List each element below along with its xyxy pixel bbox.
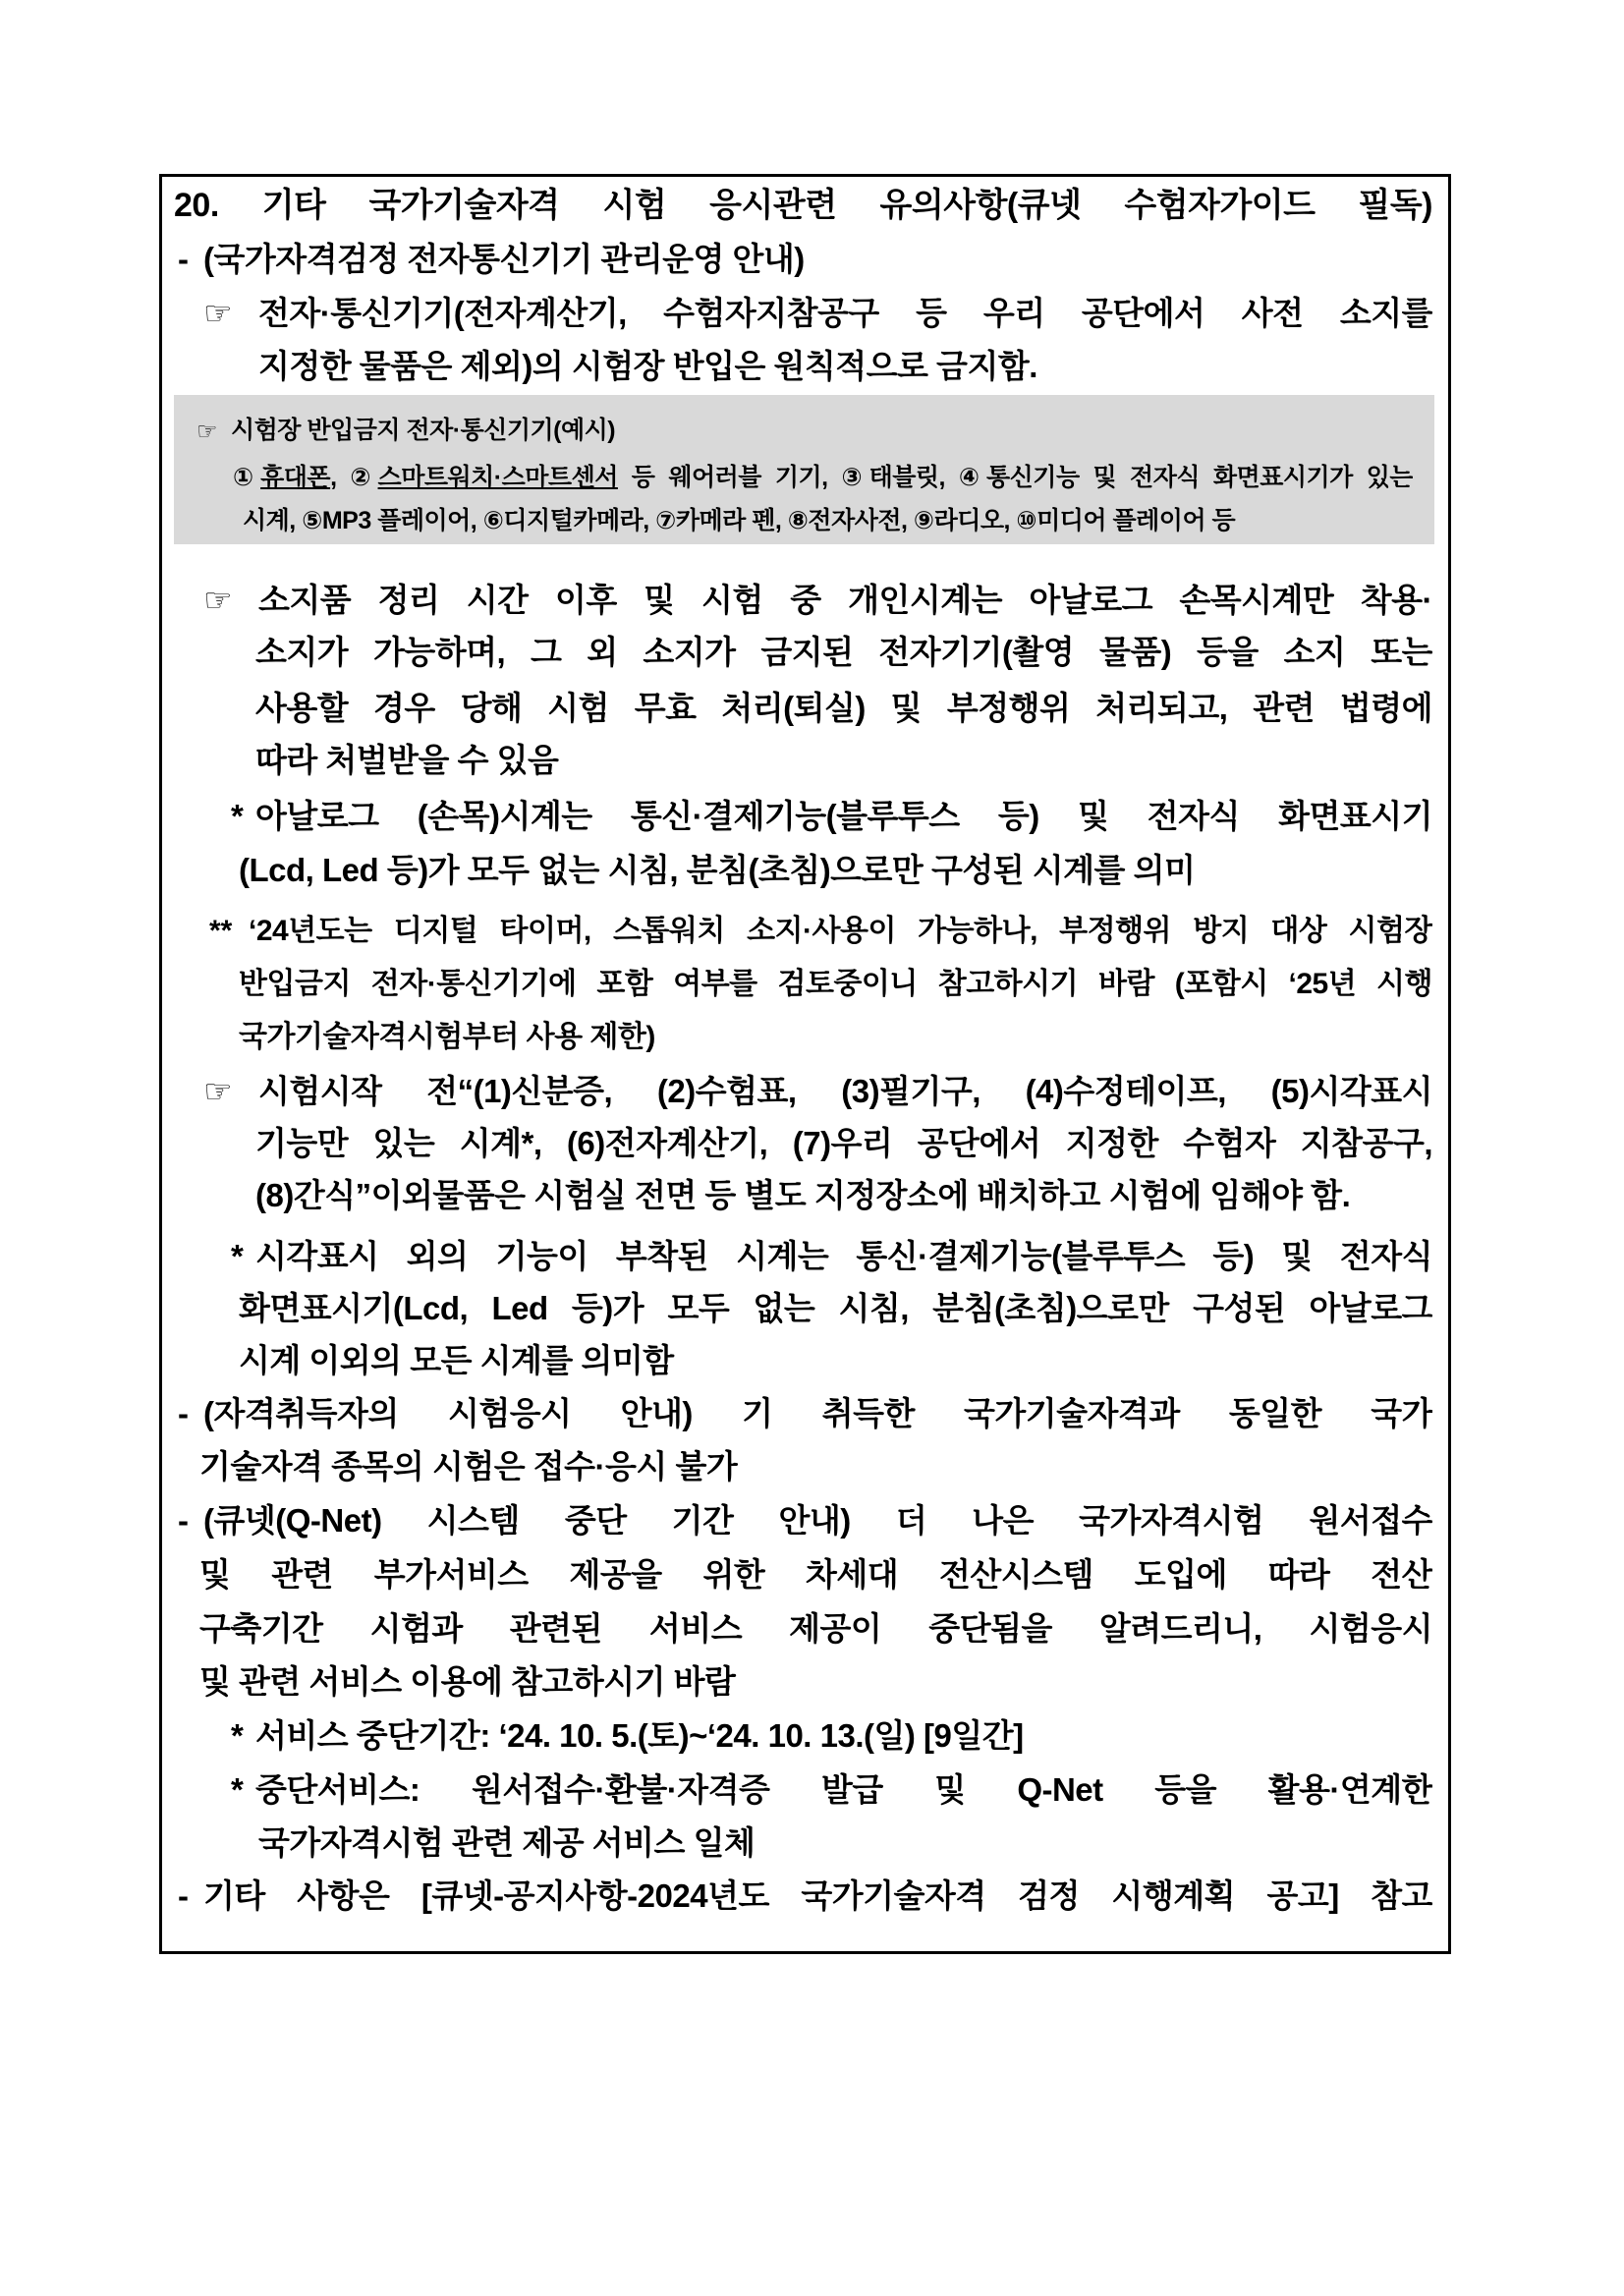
doc-line	[162, 1287, 1432, 1342]
example-item-line	[174, 460, 1413, 505]
doc-line	[162, 1392, 1432, 1447]
doc-line	[162, 1768, 1432, 1823]
doc-line	[162, 1235, 1432, 1290]
pointing-hand-icon: ☞	[203, 582, 233, 618]
underlined-item: 휴대폰	[260, 464, 331, 491]
doc-line	[162, 1607, 1432, 1662]
item-separator: , ②	[330, 464, 378, 491]
doc-line-text: 시각표시 외의 기능이 부착된 시계는 통신·결제기능(블루투스 등) 및 전자식	[255, 1238, 1432, 1274]
doc-line	[162, 1714, 1432, 1769]
example-items-1	[233, 460, 1413, 495]
doc-line-text: 소지품 정리 시간 이후 및 시험 중 개인시계는 아날로그 손목시계만 착용·	[258, 582, 1432, 618]
notice-box	[159, 174, 1451, 1954]
doc-line-text: 서비스 중단기간: ‘24. 10. 5.(토)~‘24. 10. 13.(일) [9일간]	[255, 1717, 1024, 1754]
prohibited-devices-example-box	[174, 395, 1434, 544]
item-number: ①	[233, 464, 261, 491]
pointing-hand-icon: ☞	[196, 419, 218, 445]
doc-line-text: 반입금지 전자·통신기기에 포함 여부를 검토중이니 참고하시기 바람 (포함시 ‘25년 시행	[239, 968, 1432, 1000]
doc-line-text: (국가자격검정 전자통신기기 관리운영 안내)	[203, 241, 805, 277]
doc-line	[162, 795, 1432, 850]
doc-line-text: 소지가 가능하며, 그 외 소지가 금지된 전자기기(촬영 물품) 등을 소지 또는	[255, 634, 1432, 670]
asterisk-marker: *	[231, 1717, 244, 1754]
dash-marker: -	[178, 1502, 189, 1539]
doc-line	[162, 1070, 1432, 1125]
doc-line	[162, 1499, 1432, 1554]
doc-line	[162, 849, 1432, 904]
doc-line-text: 기타 사항은 [큐넷-공지사항-2024년도 국가기술자격 검정 시행계획 공고] 참고	[203, 1877, 1432, 1914]
dash-marker: -	[178, 241, 189, 277]
doc-line-text: 국가기술자격시험부터 사용 제한)	[239, 1021, 655, 1053]
doc-line-text: 구축기간 시험과 관련된 서비스 제공이 중단됨을 알려드리니, 시험응시	[199, 1610, 1432, 1647]
asterisk-marker: *	[231, 1771, 244, 1808]
doc-line-text: 시험시작 전“(1)신분증, (2)수험표, (3)필기구, (4)수정테이프, (5)시각표시	[258, 1073, 1432, 1109]
example-header: 시험장 반입금지 전자·통신기기(예시)	[231, 417, 616, 444]
doc-line	[162, 238, 1432, 293]
doc-line	[162, 1339, 1432, 1394]
doc-line	[162, 1445, 1432, 1500]
doc-line-text: (8)간식”이외물품은 시험실 전면 등 별도 지정장소에 배치하고 시험에 임해야 함.	[255, 1177, 1351, 1213]
doc-line-text: 사용할 경우 당해 시험 무효 처리(퇴실) 및 부정행위 처리되고, 관련 법령에	[255, 690, 1432, 726]
dash-marker: -	[178, 1877, 189, 1914]
pointing-hand-icon: ☞	[203, 1073, 233, 1109]
doc-line	[162, 1875, 1432, 1930]
asterisk-marker: *	[231, 1238, 244, 1274]
doc-line	[162, 1174, 1432, 1229]
doc-line	[162, 1821, 1432, 1876]
doc-line	[162, 292, 1432, 347]
doc-line-text: (큐넷(Q-Net) 시스템 중단 기간 안내) 더 나은 국가자격시험 원서접수	[203, 1502, 1432, 1539]
example-header-line	[174, 413, 1413, 458]
doc-line	[162, 579, 1432, 634]
doc-line	[162, 1660, 1432, 1715]
doc-line	[162, 184, 1432, 239]
asterisk-marker: *	[231, 798, 244, 834]
section-title: 20. 기타 국가기술자격 시험 응시관련 유의사항(큐넷 수험자가이드 필독)	[174, 187, 1432, 224]
doc-line-text: 및 관련 서비스 이용에 참고하시기 바람	[199, 1663, 736, 1700]
underlined-item: 스마트워치·스마트센서	[377, 464, 618, 491]
doc-line	[162, 910, 1432, 965]
doc-line-text: 아날로그 (손목)시계는 통신·결제기능(블루투스 등) 및 전자식 화면표시기	[255, 798, 1432, 834]
doc-line-text: (자격취득자의 시험응시 안내) 기 취득한 국가기술자격과 동일한 국가	[203, 1395, 1432, 1431]
doc-line-text: 기술자격 종목의 시험은 접수·응시 불가	[199, 1448, 738, 1484]
doc-line-text: 따라 처벌받을 수 있음	[255, 742, 559, 778]
example-item-line	[174, 503, 1413, 548]
doc-line-text: 국가자격시험 관련 제공 서비스 일체	[258, 1824, 756, 1861]
example-items-2: 시계, ⑤MP3 플레이어, ⑥디지털카메라, ⑦카메라 펜, ⑧전자사전, ⑨라디오, ⑩미디어 플레이어 등	[243, 507, 1236, 534]
pointing-hand-icon: ☞	[203, 295, 233, 331]
doc-line	[162, 345, 1432, 400]
doc-line-text: 화면표시기(Lcd, Led 등)가 모두 없는 시침, 분침(초침)으로만 구성된 아날로그	[239, 1290, 1432, 1326]
doc-line-text: 중단서비스: 원서접수·환불·자격증 발급 및 Q-Net 등을 활용·연계한	[255, 1771, 1432, 1808]
doc-line-text: ‘24년도는 디지털 타이머, 스톱워치 소지·사용이 가능하나, 부정행위 방지 대상 시험장	[249, 915, 1432, 947]
doc-line-text: 시계 이외의 모든 시계를 의미함	[239, 1342, 674, 1378]
doc-line	[162, 739, 1432, 794]
double-asterisk-marker: **	[209, 915, 233, 947]
doc-line	[162, 1553, 1432, 1608]
doc-line-text: 전자·통신기기(전자계산기, 수험자지참공구 등 우리 공단에서 사전 소지를	[258, 295, 1432, 331]
doc-line	[162, 631, 1432, 686]
item-text: 등 웨어러블 기기, ③태블릿, ④통신기능 및 전자식 화면표시기가 있는	[617, 464, 1413, 491]
doc-line	[162, 687, 1432, 742]
doc-line-text: 및 관련 부가서비스 제공을 위한 차세대 전산시스템 도입에 따라 전산	[199, 1556, 1432, 1593]
dash-marker: -	[178, 1395, 189, 1431]
doc-line	[162, 963, 1432, 1018]
doc-line-text: 지정한 물품은 제외)의 시험장 반입은 원칙적으로 금지함.	[258, 348, 1037, 384]
doc-line	[162, 1122, 1432, 1177]
doc-line-text: (Lcd, Led 등)가 모두 없는 시침, 분침(초침)으로만 구성된 시계를 의미	[239, 852, 1196, 888]
doc-line-text: 기능만 있는 시계*, (6)전자계산기, (7)우리 공단에서 지정한 수험자 지참공구,	[255, 1125, 1432, 1161]
doc-line	[162, 1016, 1432, 1071]
